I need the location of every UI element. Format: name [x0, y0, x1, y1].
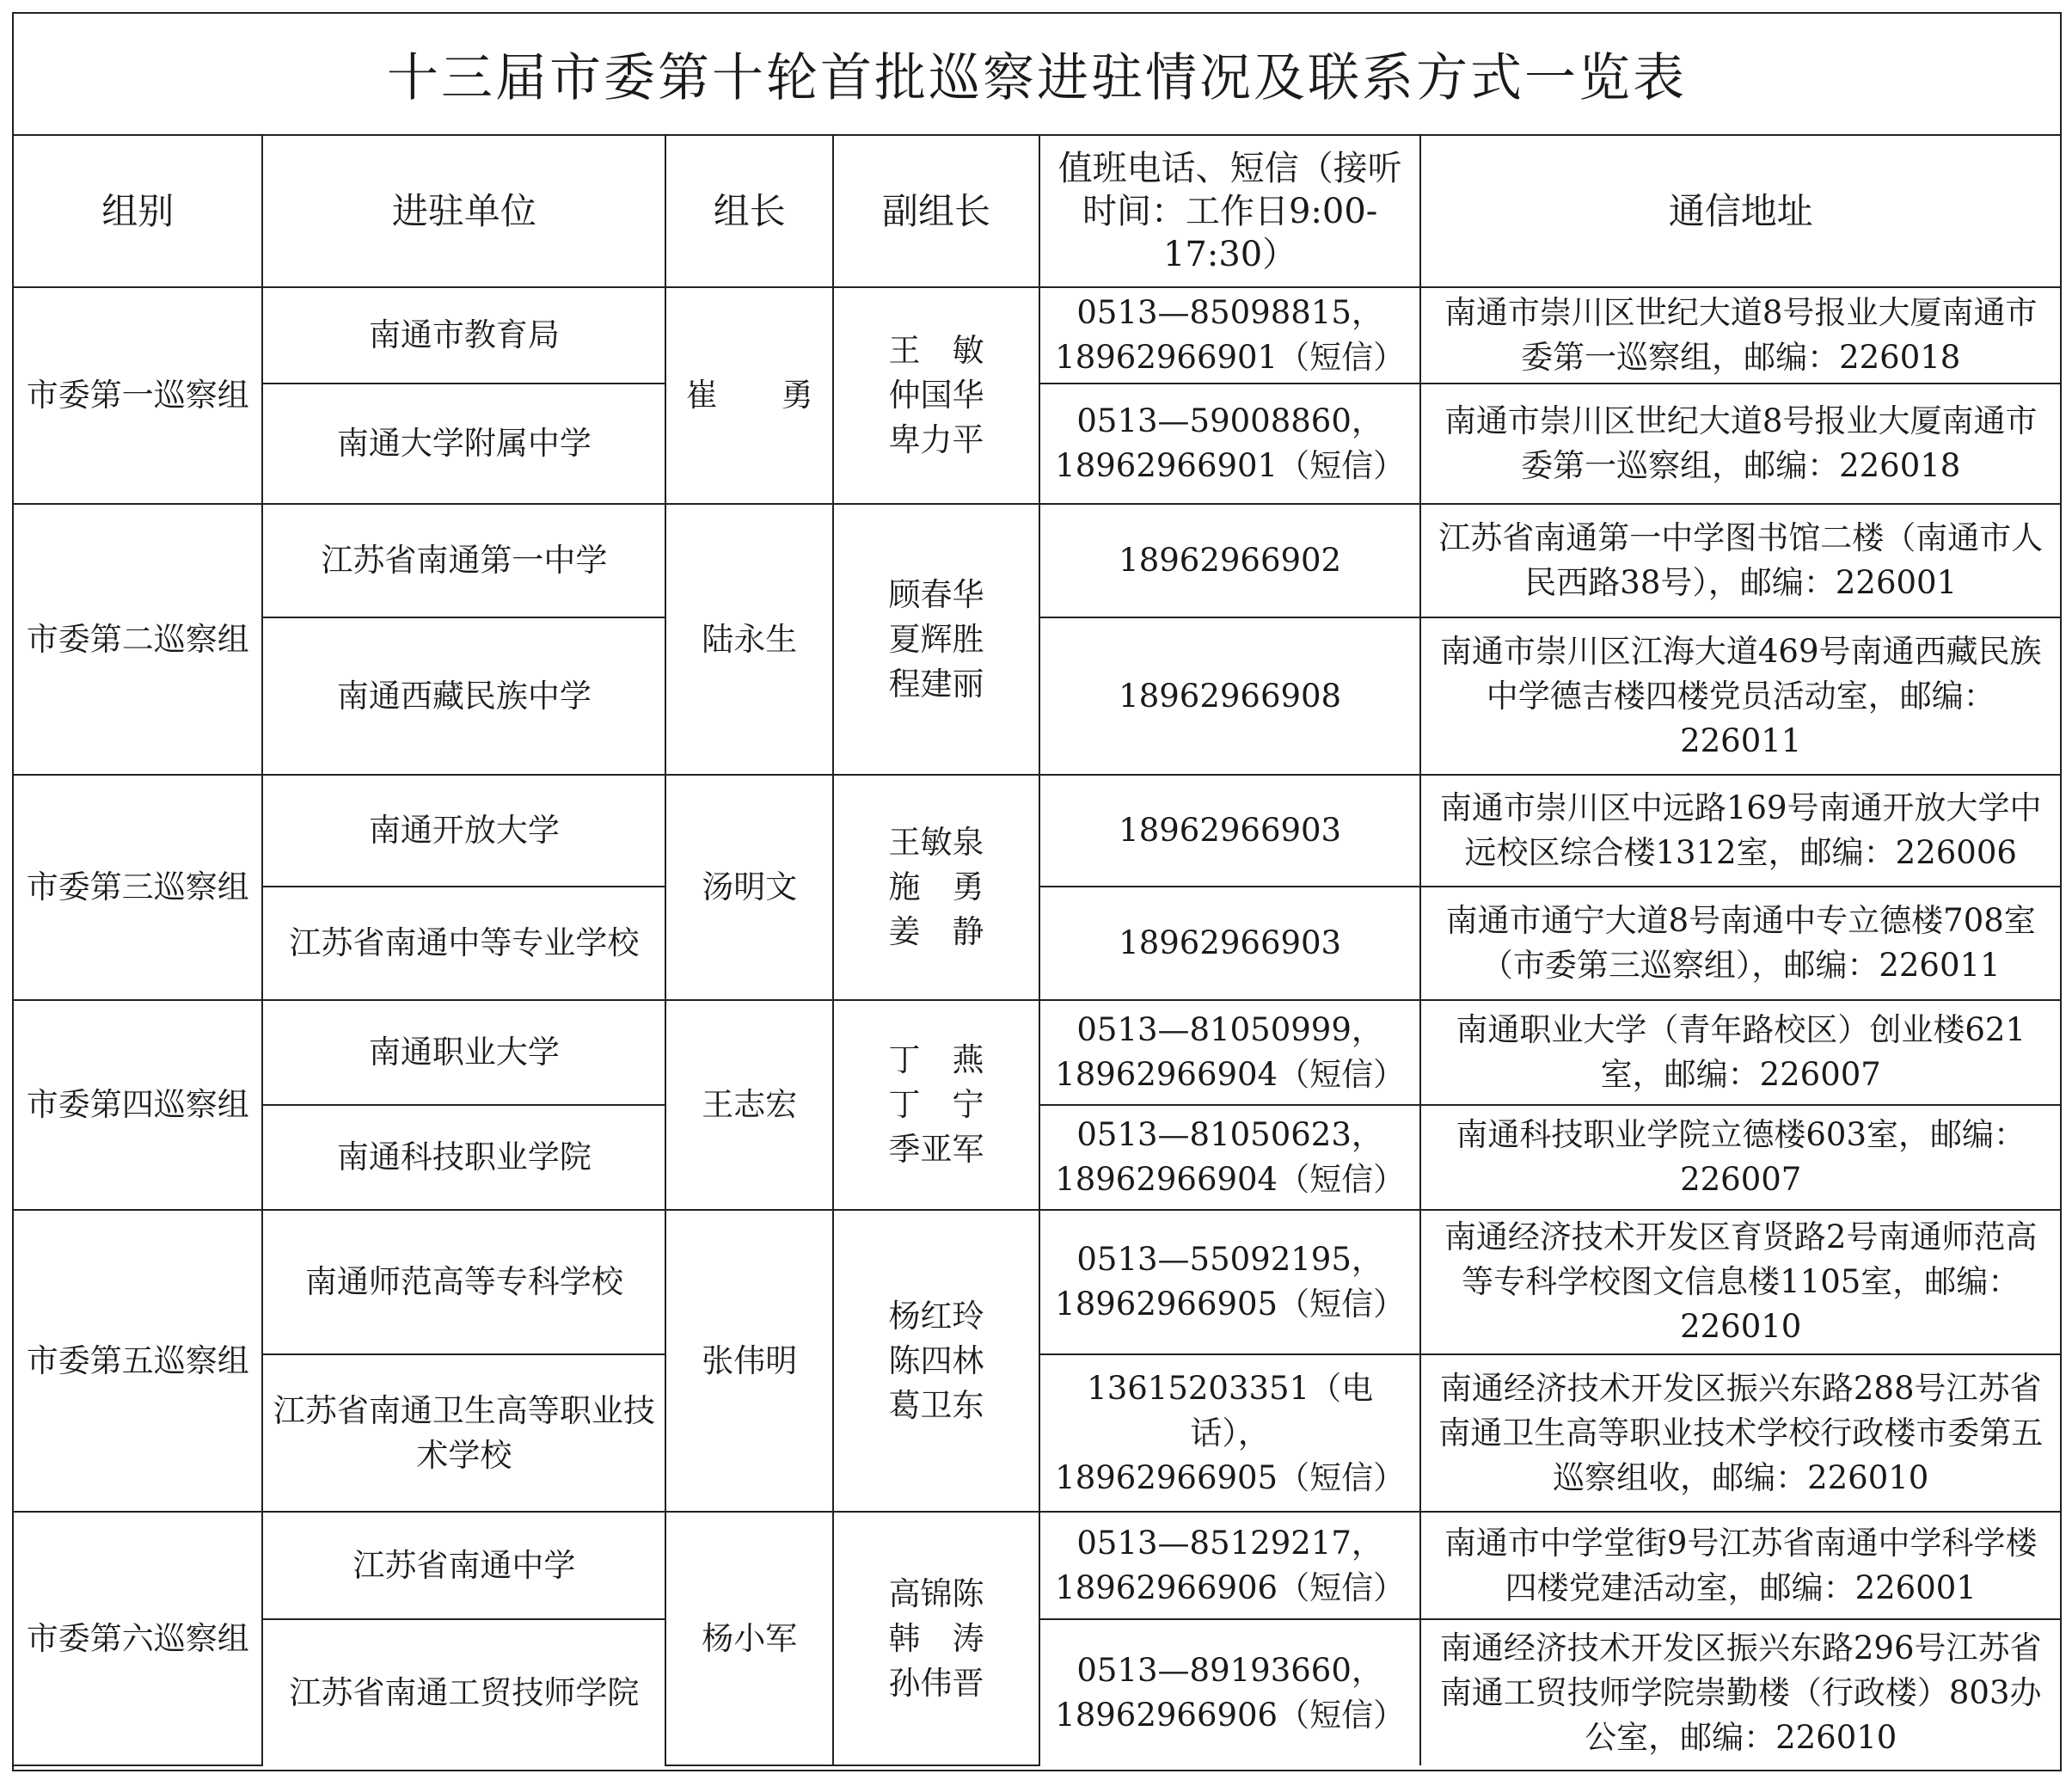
leader-cell: 崔 勇: [665, 287, 833, 504]
header-leader: 组长: [665, 135, 833, 287]
unit-cell: 江苏省南通中学: [262, 1512, 665, 1619]
phone-cell: 0513—55092195， 18962966905（短信）: [1039, 1210, 1421, 1354]
deputy-cell: 杨红玲 陈四林 葛卫东: [833, 1210, 1039, 1512]
deputy-cell: 王敏泉 施 勇 姜 静: [833, 775, 1039, 1000]
table-row: [14, 504, 2060, 617]
header-phone: 值班电话、短信（接听时间：工作日9:00-17:30）: [1039, 135, 1421, 287]
group-name-cell: 市委第五巡察组: [14, 1210, 262, 1512]
table-row: [14, 1000, 2060, 1105]
address-cell: 南通市崇川区江海大道469号南通西藏民族中学德吉楼四楼党员活动室，邮编：226011: [1420, 617, 2060, 775]
group-name-cell: 市委第四巡察组: [14, 1000, 262, 1210]
unit-cell: 南通师范高等专科学校: [262, 1210, 665, 1354]
unit-cell: 江苏省南通中等专业学校: [262, 887, 665, 1000]
deputy-cell: 顾春华 夏辉胜 程建丽: [833, 504, 1039, 775]
group-name-cell: 市委第六巡察组: [14, 1512, 262, 1765]
phone-cell: 13615203351（电话）， 18962966905（短信）: [1039, 1354, 1421, 1512]
page-title: 十三届市委第十轮首批巡察进驻情况及联系方式一览表: [14, 14, 2060, 136]
address-cell: 南通市崇川区世纪大道8号报业大厦南通市委第一巡察组，邮编：226018: [1420, 287, 2060, 384]
address-cell: 南通市崇川区中远路169号南通开放大学中远校区综合楼1312室，邮编：226006: [1420, 775, 2060, 887]
unit-cell: 江苏省南通卫生高等职业技术学校: [262, 1354, 665, 1512]
table-row: [14, 1210, 2060, 1354]
phone-cell: 18962966903: [1039, 887, 1421, 1000]
address-cell: 南通经济技术开发区育贤路2号南通师范高等专科学校图文信息楼1105室，邮编：226010: [1420, 1210, 2060, 1354]
header-group: 组别: [14, 135, 262, 287]
deputy-cell: 王 敏 仲国华 卑力平: [833, 287, 1039, 504]
unit-cell: 南通开放大学: [262, 775, 665, 887]
phone-cell: 0513—81050999， 18962966904（短信）: [1039, 1000, 1421, 1105]
unit-cell: 南通大学附属中学: [262, 384, 665, 504]
unit-cell: 江苏省南通工贸技师学院: [262, 1619, 665, 1765]
address-cell: 南通经济技术开发区振兴东路288号江苏省南通卫生高等职业技术学校行政楼市委第五巡察组收，邮编：226010: [1420, 1354, 2060, 1512]
unit-cell: 南通科技职业学院: [262, 1105, 665, 1210]
document-sheet: [12, 12, 2062, 1771]
group-name-cell: 市委第三巡察组: [14, 775, 262, 1000]
phone-cell: 0513—89193660， 18962966906（短信）: [1039, 1619, 1421, 1765]
leader-cell: 陆永生: [665, 504, 833, 775]
inspection-table: [14, 134, 2060, 1766]
leader-cell: 杨小军: [665, 1512, 833, 1765]
phone-cell: 18962966908: [1039, 617, 1421, 775]
unit-cell: 南通市教育局: [262, 287, 665, 384]
header-deputy: 副组长: [833, 135, 1039, 287]
group-name-cell: 市委第一巡察组: [14, 287, 262, 504]
address-cell: 南通科技职业学院立德楼603室，邮编：226007: [1420, 1105, 2060, 1210]
address-cell: 江苏省南通第一中学图书馆二楼（南通市人民西路38号），邮编：226001: [1420, 504, 2060, 617]
leader-cell: 王志宏: [665, 1000, 833, 1210]
leader-cell: 张伟明: [665, 1210, 833, 1512]
address-cell: 南通市通宁大道8号南通中专立德楼708室（市委第三巡察组），邮编：226011: [1420, 887, 2060, 1000]
header-address: 通信地址: [1420, 135, 2060, 287]
phone-cell: 0513—85129217， 18962966906（短信）: [1039, 1512, 1421, 1619]
address-cell: 南通市中学堂街9号江苏省南通中学科学楼四楼党建活动室，邮编：226001: [1420, 1512, 2060, 1619]
table-row: [14, 1512, 2060, 1619]
unit-cell: 南通西藏民族中学: [262, 617, 665, 775]
deputy-cell: 高锦陈 韩 涛 孙伟晋: [833, 1512, 1039, 1765]
phone-cell: 18962966903: [1039, 775, 1421, 887]
address-cell: 南通经济技术开发区振兴东路296号江苏省南通工贸技师学院崇勤楼（行政楼）803办公室，邮编：226010: [1420, 1619, 2060, 1765]
group-name-cell: 市委第二巡察组: [14, 504, 262, 775]
phone-cell: 0513—81050623， 18962966904（短信）: [1039, 1105, 1421, 1210]
phone-cell: 18962966902: [1039, 504, 1421, 617]
unit-cell: 南通职业大学: [262, 1000, 665, 1105]
header-row: [14, 135, 2060, 287]
leader-cell: 汤明文: [665, 775, 833, 1000]
address-cell: 南通市崇川区世纪大道8号报业大厦南通市委第一巡察组，邮编：226018: [1420, 384, 2060, 504]
phone-cell: 0513—59008860， 18962966901（短信）: [1039, 384, 1421, 504]
deputy-cell: 丁 燕 丁 宁 季亚军: [833, 1000, 1039, 1210]
table-row: [14, 775, 2060, 887]
table-row: [14, 287, 2060, 384]
address-cell: 南通职业大学（青年路校区）创业楼621室，邮编：226007: [1420, 1000, 2060, 1105]
unit-cell: 江苏省南通第一中学: [262, 504, 665, 617]
header-unit: 进驻单位: [262, 135, 665, 287]
phone-cell: 0513—85098815， 18962966901（短信）: [1039, 287, 1421, 384]
